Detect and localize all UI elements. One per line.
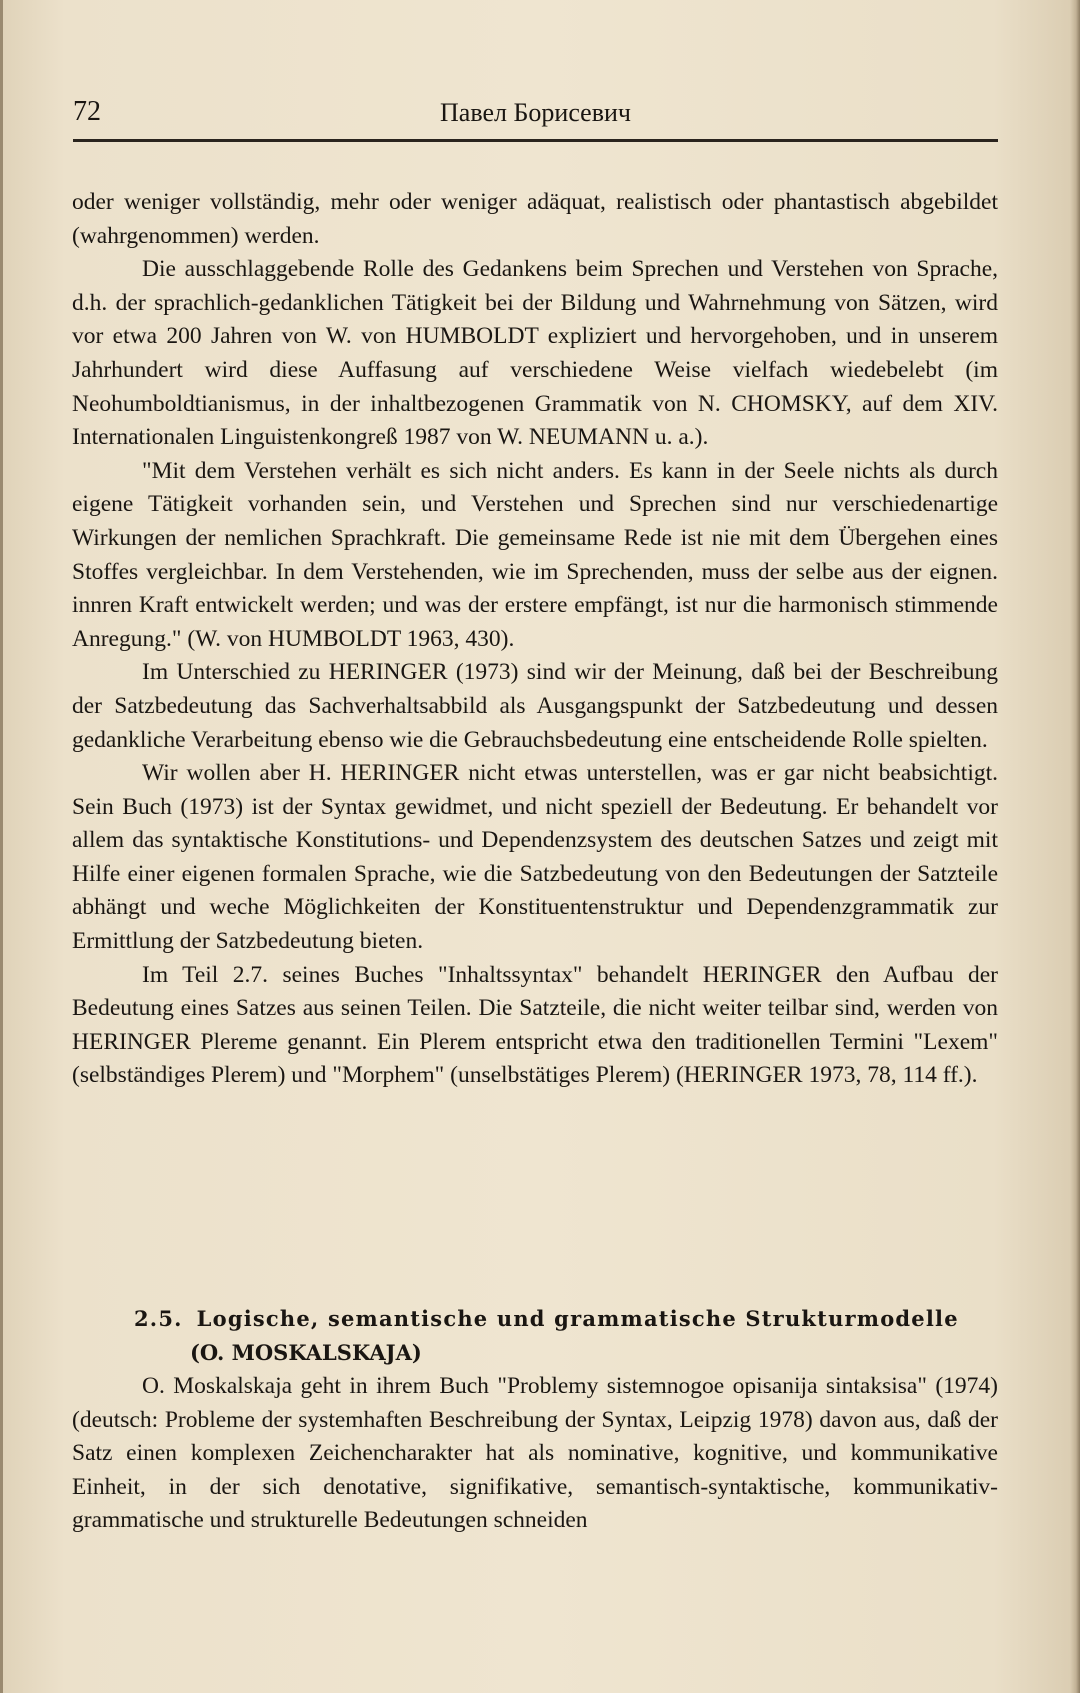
paragraph: Die ausschlaggebende Rolle des Gedankens beim Sprechen und Verstehen von Sprache, d.h. der sprachlich-gedanklichen Tätigkeit bei der Bildung und Wahrnehmung von Sätzen, wird vor etwa 200 Jahren von W. von HUMBOLDT expliziert und hervorgehoben, und in unserem Jahrhundert wird diese Auffasung auf verschiedene Weise vielfach wiedebelebt (im Neohumboldtianismus, in der inhaltbezogenen Grammatik von N. CHOMSKY, auf dem XIV. Internationalen Linguistenkongreß 1987 von W. NEUMANN u. a.). [72,256,998,451]
header-rule [73,139,998,142]
section-heading [134,1302,998,1370]
section-subtitle: (O. MOSKALSKAJA) [190,1340,422,1365]
paragraph: O. Moskalskaja geht in ihrem Buch "Problemy sistemnogoe opisanija sintaksisa" (1974) (deutsch: Probleme der systemhaften Beschreibung der Syntax, Leipzig 1978) davon aus, daß der Satz einen komplexen Zeichencharakter hat als nominative, kognitive, und kommunikative Einheit, in der sich denotative, signifikative, semantisch-syntaktische, kommunikativ-grammatische und strukturelle Bedeutungen schneiden [72,1373,998,1534]
paragraph: Wir wollen aber H. HERINGER nicht etwas unterstellen, was er gar nicht beabsichtigt. Sein Buch (1973) ist der Syntax gewidmet, und nicht speziell der Bedeutung. Er behandelt vor allem das syntaktische Konstitutions- und Dependenzsystem des deutschen Satzes und zeigt mit Hilfe einer eigenen formalen Sprache, wie die Satzbedeutung von den Bedeutungen der Satzteile abhängt und weche Möglichkeiten der Konstituentenstruktur und Dependenzgrammatik zur Ermittlung der Satzbedeutung bieten. [72,760,998,955]
page-number: 72 [73,96,101,127]
section-text [72,1370,998,1538]
section-title: Logische, semantische und grammatische Strukturmodelle [196,1306,959,1331]
main-text [72,186,998,1093]
section-number: 2.5. [134,1306,183,1331]
paragraph: Im Unterschied zu HERINGER (1973) sind wir der Meinung, daß bei der Beschreibung der Satzbedeutung das Sachverhaltsabbild als Ausgangspunkt der Satzbedeutung und dessen gedankliche Verarbeitung ebenso wie die Gebrauchsbedeutung eine entscheidende Rolle spielten. [72,659,998,753]
page-header [73,96,998,136]
paragraph: "Mit dem Verstehen verhält es sich nicht anders. Es kann in der Seele nichts als durch eigene Tätigkeit vorhanden sein, und Verstehen und Sprechen sind nur verschiedenartige Wirkungen der nemlichen Sprachkraft. Die gemeinsame Rede ist nie mit dem Übergehen eines Stoffes vergleichbar. In dem Verstehenden, wie im Sprechenden, muss der selbe aus der eignen. innren Kraft entwickelt werden; und was der erstere empfängt, ist nur die harmonisch stimmende Anregung." (W. von HUMBOLDT 1963, 430). [72,457,998,652]
paragraph: Im Teil 2.7. seines Buches "Inhaltssyntax" behandelt HERINGER den Aufbau der Bedeutung eines Satzes aus seinen Teilen. Die Satzteile, die nicht weiter teilbar sind, werden von HERINGER Plereme genannt. Ein Plerem entspricht etwa den traditionellen Termini "Lexem" (selbständiges Plerem) und "Morphem" (unselbstätiges Plerem) (HERINGER 1973, 78, 114 ff.). [72,961,998,1089]
paragraph: oder weniger vollständig, mehr oder weniger adäquat, realistisch oder phantastisch abgebildet (wahrgenommen) werden. [72,189,998,249]
page-right-edge [1070,0,1080,1693]
page-left-edge [0,0,3,1693]
running-head: Павел Борисевич [440,98,631,127]
